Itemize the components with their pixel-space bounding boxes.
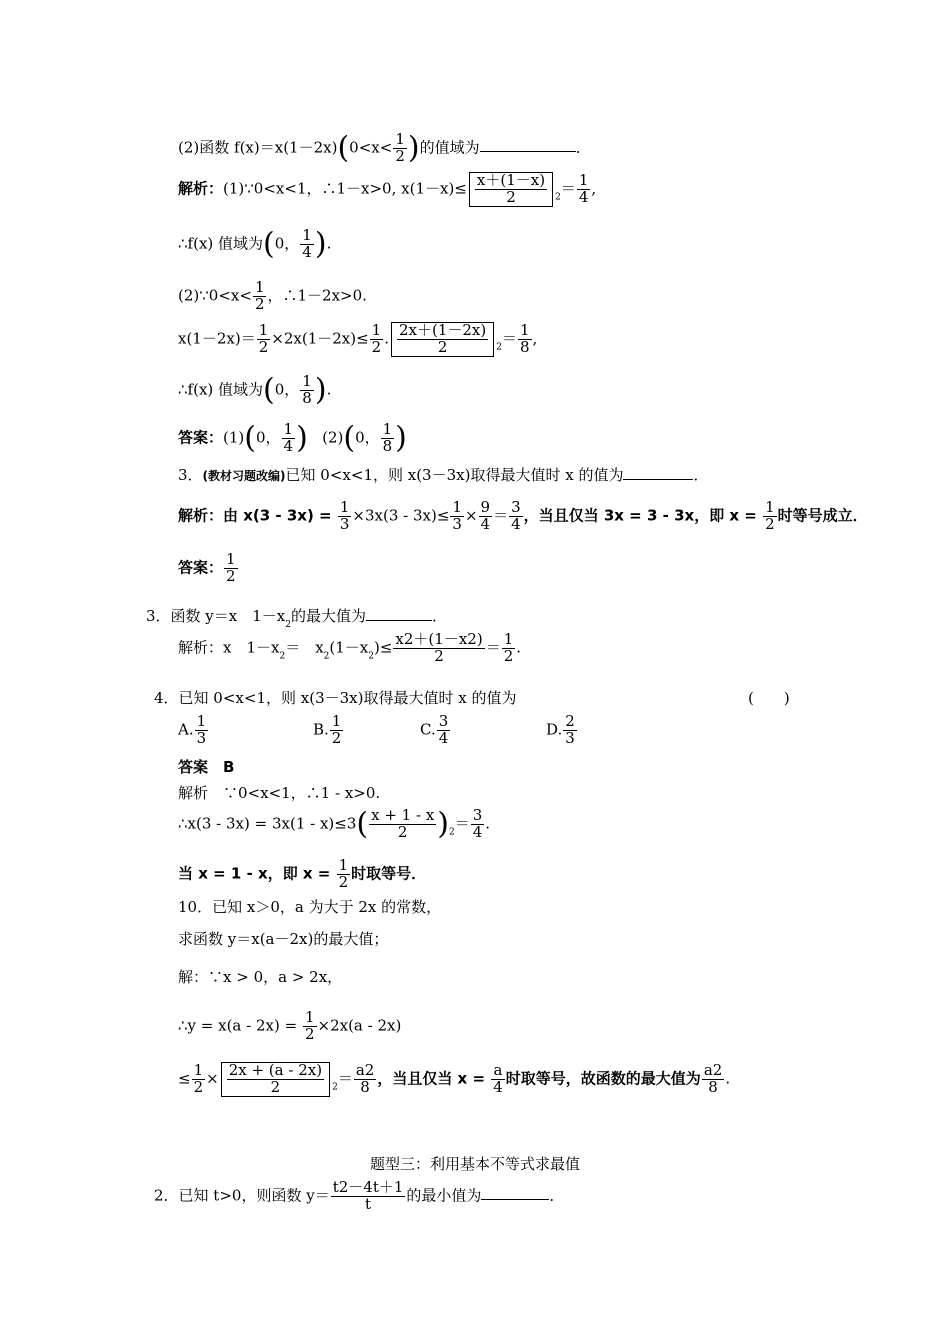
solution-2-range: ∴f(x) 值域为(0， $\frac{1}{8}$ ). xyxy=(178,372,332,408)
option-b: B. $\frac{1}{2}$ xyxy=(313,712,342,747)
right-paren: ) xyxy=(407,130,420,166)
q2-suffix: 的值域为 xyxy=(419,138,480,157)
q2-statement: (2)函数 f(x)＝x(1－2x)(0<x< $\frac{1}{2}$ )的值域为 ． xyxy=(178,130,591,166)
q10-solution: 解：∵x > 0，a > 2x， xyxy=(178,968,343,986)
q3-solution: 解析：由 x(3 - 3x) = $\frac{1}{3}$ ×3x(3 - 3x)≤ $\frac{1}{3}$ × $\frac{9}{4}$ ＝ $\frac{3}{4}$ ，当且仅当 3x = 3 - 3x，即 x = $\frac{1}{2}$ 时等号成立． xyxy=(178,498,868,533)
solution-1-text: (1)∵0<x<1，∴1－x>0, x(1－x)≤ xyxy=(223,179,467,198)
q10-statement: 10．已知 x＞0，a 为大于 2x 的常数， xyxy=(178,898,442,916)
q4-solution-3: 当 x = 1 - x，即 x = $\frac{1}{2}$ 时取等号． xyxy=(178,856,427,891)
p3-statement: 3．函数 y＝x $1-x_2$的最大值为 ． xyxy=(146,607,448,630)
option-d: D. $\frac{2}{3}$ xyxy=(546,712,575,747)
section-title: 题型三：利用基本不等式求最值 xyxy=(369,1155,580,1173)
solution-1: 解析：(1)∵0<x<1，∴1－x>0, x(1－x)≤ $\frac{x+(1-x)}{2}$ $_2$＝ $\frac{1}{4}$ , xyxy=(178,171,597,206)
solution-2-ineq: x(1－2x)＝ $\frac{1}{2}$ ×2x(1－2x)≤ $\frac{1}{2}$ . $\frac{2x+(1-2x)}{2}$ $_2$＝ $\frac{1}{8}$ , xyxy=(178,321,538,356)
bracket-expr: $\frac{x+(1-x)}{2}$ xyxy=(469,172,553,207)
option-a: A. $\frac{1}{3}$ xyxy=(178,712,207,747)
q4-answer: 答案 B xyxy=(178,758,235,776)
q4-statement: 4．已知 0<x<1，则 x(3－3x)取得最大值时 x 的值为 xyxy=(154,689,517,707)
q2-prefix: (2)函数 f(x)＝x(1－2x) xyxy=(178,138,338,157)
q10-solution-2: ∴y = x(a - 2x) = $\frac{1}{2}$ ×2x(a - 2x) xyxy=(178,1008,402,1043)
q10-statement-2: 求函数 y＝x(a－2x)的最大值； xyxy=(178,930,389,948)
q3-tag: (教材习题改编) xyxy=(202,469,286,483)
option-c: C. $\frac{3}{4}$ xyxy=(420,712,449,747)
q4-solution-2: ∴x(3 - 3x) = 3x(1 - x)≤3( $\frac{x + 1 - x}{2}$ )$_2=$ $\frac{3}{4}$ . xyxy=(178,806,491,842)
q3-answer: 答案： $\frac{1}{2}$ xyxy=(178,550,236,585)
q4-solution: 解析 ∵0<x<1，∴1 - x>0. xyxy=(178,784,381,802)
q10-solution-3: ≤ $\frac{1}{2}$ × $\frac{2x + (a - 2x)}{2}$ $_2$＝ $\frac{a2}{8}$ ，当且仅当 x = $\frac{a}{4}$ 时取等号，故函数的最大值为 $\frac{a2}{8}$ . xyxy=(178,1061,731,1096)
q4-paren: ( ) xyxy=(748,689,790,707)
solution-2-cond: (2)∵0<x< $\frac{1}{2}$ ，∴1－2x>0. xyxy=(178,278,367,313)
q3-statement: 3．(教材习题改编)已知 0<x<1，则 x(3－3x)取得最大值时 x 的值为 ． xyxy=(178,466,709,484)
solution-1-range: ∴f(x) 值域为(0， $\frac{1}{4}$ ). xyxy=(178,226,332,262)
answer-blank xyxy=(480,150,576,152)
q2-cond: 0<x< xyxy=(349,138,393,157)
solution-label: 解析： xyxy=(178,179,224,198)
answer-line: 答案：(1)(0， $\frac{1}{4}$ ) (2)(0， $\frac{1}{8}$ ) xyxy=(178,420,407,456)
left-paren: ( xyxy=(337,130,350,166)
fraction-quarter: $\frac{1}{4}$ xyxy=(578,171,589,206)
fraction-half: $\frac{1}{2}$ xyxy=(395,130,405,165)
p3-solution: 解析：x $1-x_2=$ $x_2(1-x_2)\le$ $\frac{x2+(1-x2)}{2}$ ＝ $\frac{1}{2}$ . xyxy=(178,630,522,665)
q2b-statement: 2．已知 t>0，则函数 y＝ $\frac{t2-4t+1}{t}$ 的最小值为 ． xyxy=(154,1178,565,1213)
